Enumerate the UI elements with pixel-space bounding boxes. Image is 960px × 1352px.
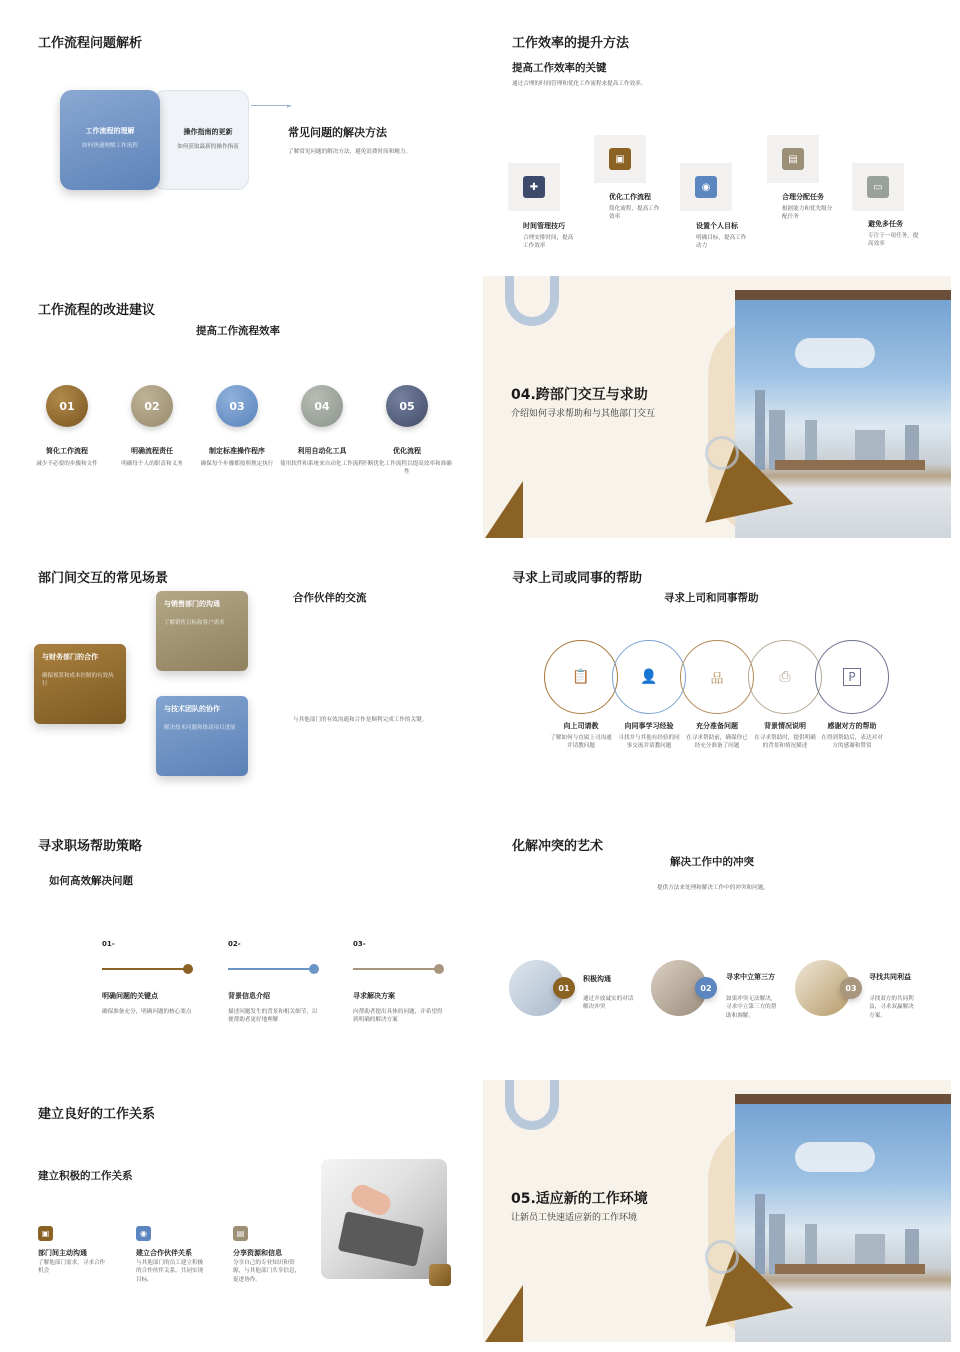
target-icon: ◉ (695, 176, 717, 198)
item-icon-box (852, 163, 904, 211)
help-ring (544, 640, 618, 714)
stack-icon: ▤ (233, 1226, 248, 1241)
step-desc: 不断优化工作流程以提高效率和准确性 (362, 461, 452, 476)
slide-subtitle: 如何高效解决问题 (49, 875, 133, 887)
arrow-right-icon: ▸ (287, 102, 291, 110)
target-icon: ◉ (136, 1226, 151, 1241)
slide-title: 工作流程的改进建议 (38, 303, 156, 318)
step-desc: 减少不必要的步骤和文件 (36, 461, 98, 467)
step-line (102, 968, 188, 970)
help-ring (680, 640, 754, 714)
slide-efficiency-methods (483, 8, 951, 270)
slide-subtitle: 提高工作流程效率 (196, 325, 280, 337)
item-label: 部门间主动沟通 (38, 1249, 87, 1257)
card-finance (34, 644, 126, 724)
card-desc: 了解销售目标和客户需求 (164, 620, 225, 626)
slide-title: 工作流程问题解析 (38, 36, 143, 51)
step-line (353, 968, 439, 970)
help-ring (612, 640, 686, 714)
step-number: 02- (228, 940, 241, 948)
card-title: 操作指南的更新 (183, 128, 233, 136)
decorative-ring (705, 436, 739, 470)
side-title: 常见问题的解决方法 (288, 126, 387, 139)
help-desc: 在寻求帮助前，确保你已经充分准备了问题 (686, 735, 748, 750)
slide-title: 化解冲突的艺术 (512, 839, 604, 854)
help-label: 感谢对方的帮助 (827, 722, 877, 730)
slide-desc: 提供方法来处理和解决工作中的冲突和问题。 (657, 885, 769, 891)
help-ring (748, 640, 822, 714)
item-icon-box (594, 135, 646, 183)
section-desc: 让新员工快速适应新的工作环境 (511, 1213, 638, 1223)
slide-subtitle: 寻求上司和同事帮助 (664, 592, 759, 604)
section-title: 04.跨部门交互与求助 (511, 387, 648, 403)
slide-workflow-improvement (8, 276, 476, 538)
slide-dept-interaction (8, 544, 476, 806)
step-desc: 向帮助者提出具体的问题，并希望得到明确的解决方案 (353, 1009, 443, 1024)
image-icon: ▣ (609, 148, 631, 170)
step-number: 05 (386, 385, 428, 427)
slide-title: 寻求职场帮助策略 (38, 839, 143, 854)
item-desc: 根据能力和优先级分配任务 (782, 206, 833, 221)
step-label: 制定标准操作程序 (209, 447, 265, 455)
step-dot (183, 964, 193, 974)
help-desc: 在得到帮助后，表达对对方的感谢和赞赏 (821, 735, 883, 750)
slide-seek-help (483, 544, 951, 806)
card-sales (156, 591, 248, 671)
help-label: 背景情况说明 (764, 722, 806, 730)
step-label: 明确问题的关键点 (102, 992, 158, 1000)
card-title: 与销售部门的沟通 (164, 600, 220, 608)
side-desc: 了解常见问题的解决方法，避免浪费时间和精力。 (288, 149, 412, 155)
step-desc: 描述问题发生的背景和相关细节，以便帮助者更好地理解 (228, 1009, 318, 1024)
step-desc: 确保准备充分，明确问题的核心要点 (102, 1009, 192, 1015)
help-label: 向同事学习经验 (624, 722, 674, 730)
step-label: 简化工作流程 (46, 447, 88, 455)
help-label: 向上司请教 (563, 722, 599, 730)
step-dot (434, 964, 444, 974)
image-icon: ▣ (38, 1226, 53, 1241)
item-desc: 分享自己的专业知识和资源，与其他部门共享信息，促进协作。 (233, 1260, 301, 1283)
card-desc: 解决技术问题和推动项目进展 (164, 725, 236, 731)
slide-title: 建立良好的工作关系 (38, 1107, 156, 1122)
step-dot (309, 964, 319, 974)
item-number: 01 (553, 977, 575, 999)
doc-p-icon: P (843, 668, 860, 686)
help-ring (815, 640, 889, 714)
section-title: 05.适应新的工作环境 (511, 1191, 648, 1207)
chat-icon: ▭ (867, 176, 889, 198)
slide-subtitle: 建立积极的工作关系 (38, 1170, 133, 1182)
item-number: 02 (695, 977, 717, 999)
item-label: 设置个人目标 (696, 222, 738, 230)
slide-subtitle: 解决工作中的冲突 (670, 856, 754, 868)
item-desc: 如果冲突无法解决，寻求中立第三方的帮助和调解。 (726, 996, 777, 1019)
item-label: 避免多任务 (868, 220, 903, 228)
step-label: 寻求解决方案 (353, 992, 395, 1000)
item-desc: 了解他部门需求，寻求合作机会 (38, 1260, 106, 1275)
help-label: 充分准备问题 (696, 722, 738, 730)
step-number: 01 (46, 385, 88, 427)
item-icon-box (508, 163, 560, 211)
slide-title: 工作效率的提升方法 (512, 36, 630, 51)
side-desc: 与其他部门的有效沟通和合作是顺利完成工作的关键。 (293, 717, 428, 723)
step-number: 01- (102, 940, 115, 948)
card-title: 与技术团队的协作 (164, 705, 220, 713)
slide-conflict-resolution (483, 812, 951, 1074)
item-label: 时间管理技巧 (523, 222, 565, 230)
item-label: 分享资源和信息 (233, 1249, 282, 1257)
stack-icon: ▤ (782, 148, 804, 170)
slide-section-04 (483, 276, 951, 538)
help-desc: 寻找并与其他有经验的同事交流并请教问题 (618, 735, 680, 750)
help-desc: 了解如何与直属上司沟通并请教问题 (550, 735, 612, 750)
slide-title: 部门间交互的常见场景 (38, 571, 169, 586)
slide-desc: 通过合理的时间管理和优化工作流程来提高工作效率。 (512, 81, 647, 87)
item-desc: 简化流程，提高工作效率 (609, 206, 660, 221)
decorative-square (429, 1264, 451, 1286)
step-number: 03- (353, 940, 366, 948)
item-label: 寻求中立第三方 (726, 973, 775, 981)
card-guide-update (153, 90, 249, 190)
calculator-photo (321, 1159, 447, 1279)
decorative-triangle (483, 481, 523, 538)
card-desc: 确保预算和成本控制的有效执行 (42, 673, 114, 688)
item-label: 优化工作流程 (609, 193, 651, 201)
step-number: 04 (301, 385, 343, 427)
decorative-ring (705, 1240, 739, 1274)
step-label: 利用自动化工具 (297, 447, 347, 455)
arrow-line (251, 105, 291, 106)
sitemap-icon: 品 (710, 671, 724, 687)
item-desc: 专注于一项任务，提高效率 (868, 233, 919, 248)
step-line (228, 968, 314, 970)
decorative-ring (505, 1080, 559, 1130)
decorative-triangle (483, 1285, 523, 1342)
item-icon-box (767, 135, 819, 183)
step-desc: 明确每个人的职责和义务 (121, 461, 183, 467)
section-desc: 介绍如何寻求帮助和与其他部门交互 (511, 409, 656, 419)
decorative-ring (505, 276, 559, 326)
step-desc: 确保每个步骤都按照规定执行 (200, 461, 274, 467)
item-icon-box (680, 163, 732, 211)
slide-help-strategy (8, 812, 476, 1074)
slide-subtitle: 提高工作效率的关键 (512, 62, 607, 74)
slide-title: 寻求上司或同事的帮助 (512, 571, 643, 586)
clipboard-icon: 📋 (572, 669, 590, 685)
slide-good-relations (8, 1080, 476, 1342)
card-title: 工作流程的理解 (85, 127, 135, 135)
card-title: 与财务部门的合作 (42, 653, 98, 661)
side-title: 合作伙伴的交流 (293, 592, 367, 604)
item-label: 合理分配任务 (782, 193, 824, 201)
step-number: 03 (216, 385, 258, 427)
card-workflow-understanding (60, 90, 160, 190)
card-tech (156, 696, 248, 776)
step-label: 明确流程责任 (131, 447, 173, 455)
card-desc: 如何快速理解工作流程 (82, 143, 138, 149)
step-desc: 使用软件和系统来自动化工作流程 (280, 461, 364, 467)
item-number: 03 (840, 977, 862, 999)
user-icon: 👤 (640, 669, 658, 685)
help-desc: 在寻求帮助时，提供明确的背景和情况描述 (754, 735, 816, 750)
item-desc: 合理安排时间，提高工作效率 (523, 235, 574, 250)
item-label: 建立合作伙伴关系 (136, 1249, 192, 1257)
card-desc: 如何获取最新的操作指南 (177, 144, 239, 150)
item-desc: 寻找双方的共同利益，寻求双赢解决方案。 (869, 996, 914, 1019)
item-desc: 通过开放诚实的对话解决冲突 (583, 996, 634, 1011)
slide-section-05 (483, 1080, 951, 1342)
step-label: 背景信息介绍 (228, 992, 270, 1000)
step-label: 优化流程 (393, 447, 421, 455)
slide-workflow-issues (8, 8, 476, 270)
item-desc: 明确目标，提高工作动力 (696, 235, 747, 250)
item-label: 寻找共同利益 (869, 973, 911, 981)
item-label: 积极沟通 (583, 975, 611, 983)
puzzle-icon: ✚ (523, 176, 545, 198)
printer-icon: ⎙ (779, 669, 791, 685)
step-number: 02 (131, 385, 173, 427)
item-desc: 与其他部门的员工建立积极的合作伙伴关系，共同实现目标。 (136, 1260, 204, 1283)
